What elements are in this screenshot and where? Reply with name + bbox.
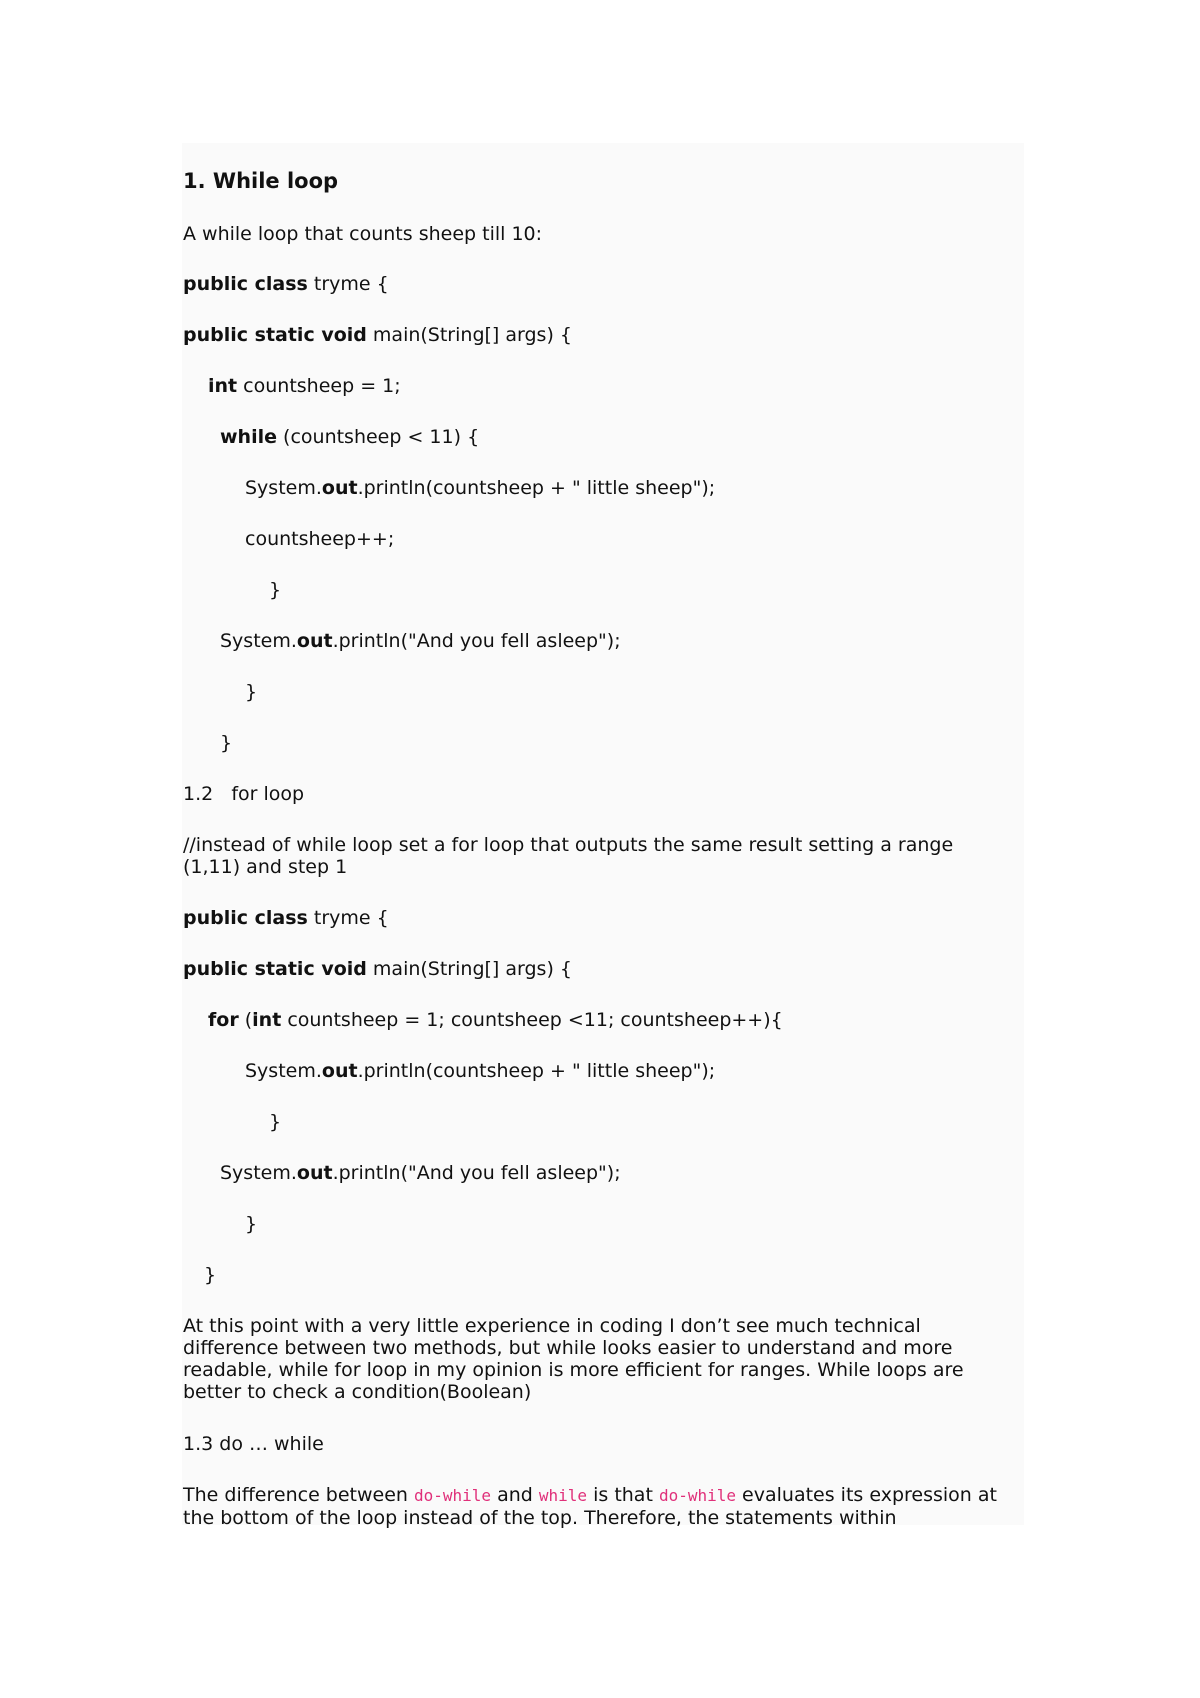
code-text: (	[238, 1009, 253, 1031]
code-line: }	[269, 1111, 282, 1133]
inline-code: do-while	[658, 1486, 737, 1505]
code-keyword: public static void	[183, 324, 367, 346]
code-line: }	[245, 1213, 258, 1235]
code-line: }	[220, 732, 233, 754]
code-text: .println(countsheep + " little sheep");	[357, 477, 716, 499]
section-heading-while-loop: 1. While loop	[183, 169, 339, 193]
code-text: countsheep = 1;	[237, 375, 401, 397]
code-text: .println(countsheep + " little sheep");	[357, 1060, 716, 1082]
code-text: .println("And you fell asleep");	[332, 630, 621, 652]
do-while-paragraph	[183, 1484, 1003, 1529]
code-keyword: public static void	[183, 958, 367, 980]
code-line	[208, 1009, 1028, 1031]
code-line: countsheep++;	[245, 528, 395, 550]
code-line	[245, 1060, 1065, 1082]
code-line	[183, 958, 1003, 980]
code-text: System.	[245, 1060, 322, 1082]
code-text: main(String[] args) {	[366, 958, 572, 980]
paragraph-text: evaluates its expression at the bottom of the loop instead of the top. Therefore, the statements within	[183, 1484, 997, 1529]
code-text: System.	[220, 630, 297, 652]
code-line	[183, 273, 1003, 295]
code-keyword: while	[220, 426, 277, 448]
code-text: .println("And you fell asleep");	[332, 1162, 621, 1184]
code-line: }	[204, 1264, 217, 1286]
code-line	[220, 426, 1040, 448]
inline-code: do-while	[414, 1486, 492, 1505]
code-line	[220, 630, 1040, 652]
code-text: countsheep = 1; countsheep <11; countsheep++){	[281, 1009, 783, 1031]
code-text: System.	[245, 477, 322, 499]
section-heading-do-while: 1.3 do … while	[183, 1433, 324, 1455]
code-keyword: public class	[183, 907, 308, 929]
code-line: }	[269, 579, 282, 601]
code-text: tryme {	[307, 273, 389, 295]
code-text: tryme {	[307, 907, 389, 929]
code-keyword: out	[321, 1060, 358, 1082]
code-text: (countsheep < 11) {	[277, 426, 480, 448]
code-text: main(String[] args) {	[366, 324, 572, 346]
section-intro: A while loop that counts sheep till 10:	[183, 223, 543, 245]
code-keyword: public class	[183, 273, 308, 295]
code-line	[208, 375, 1028, 397]
code-line	[245, 477, 1065, 499]
code-comment: //instead of while loop set a for loop that outputs the same result setting a range (1,11) and step 1	[183, 834, 954, 878]
code-line	[220, 1162, 1040, 1184]
code-keyword: int	[208, 375, 238, 397]
discussion-paragraph: At this point with a very little experience in coding I don’t see much technical difference between two methods, but while looks easier to understand and more readable, while for loop in my opinion is more efficient for ranges. While loops are better to check a condition(Boolean)	[183, 1315, 964, 1403]
paragraph-text: The difference between	[183, 1484, 414, 1506]
code-line: }	[245, 681, 258, 703]
code-line	[183, 907, 1003, 929]
code-line	[183, 324, 1003, 346]
paragraph-text: and	[491, 1484, 539, 1506]
inline-code: while	[538, 1486, 588, 1505]
section-heading-for-loop: 1.2 for loop	[183, 783, 305, 805]
code-keyword: out	[296, 1162, 333, 1184]
code-keyword: for	[208, 1009, 239, 1031]
code-keyword: out	[296, 630, 333, 652]
code-keyword: int	[252, 1009, 282, 1031]
paragraph-text: is that	[587, 1484, 659, 1506]
code-keyword: out	[321, 477, 358, 499]
code-text: System.	[220, 1162, 297, 1184]
